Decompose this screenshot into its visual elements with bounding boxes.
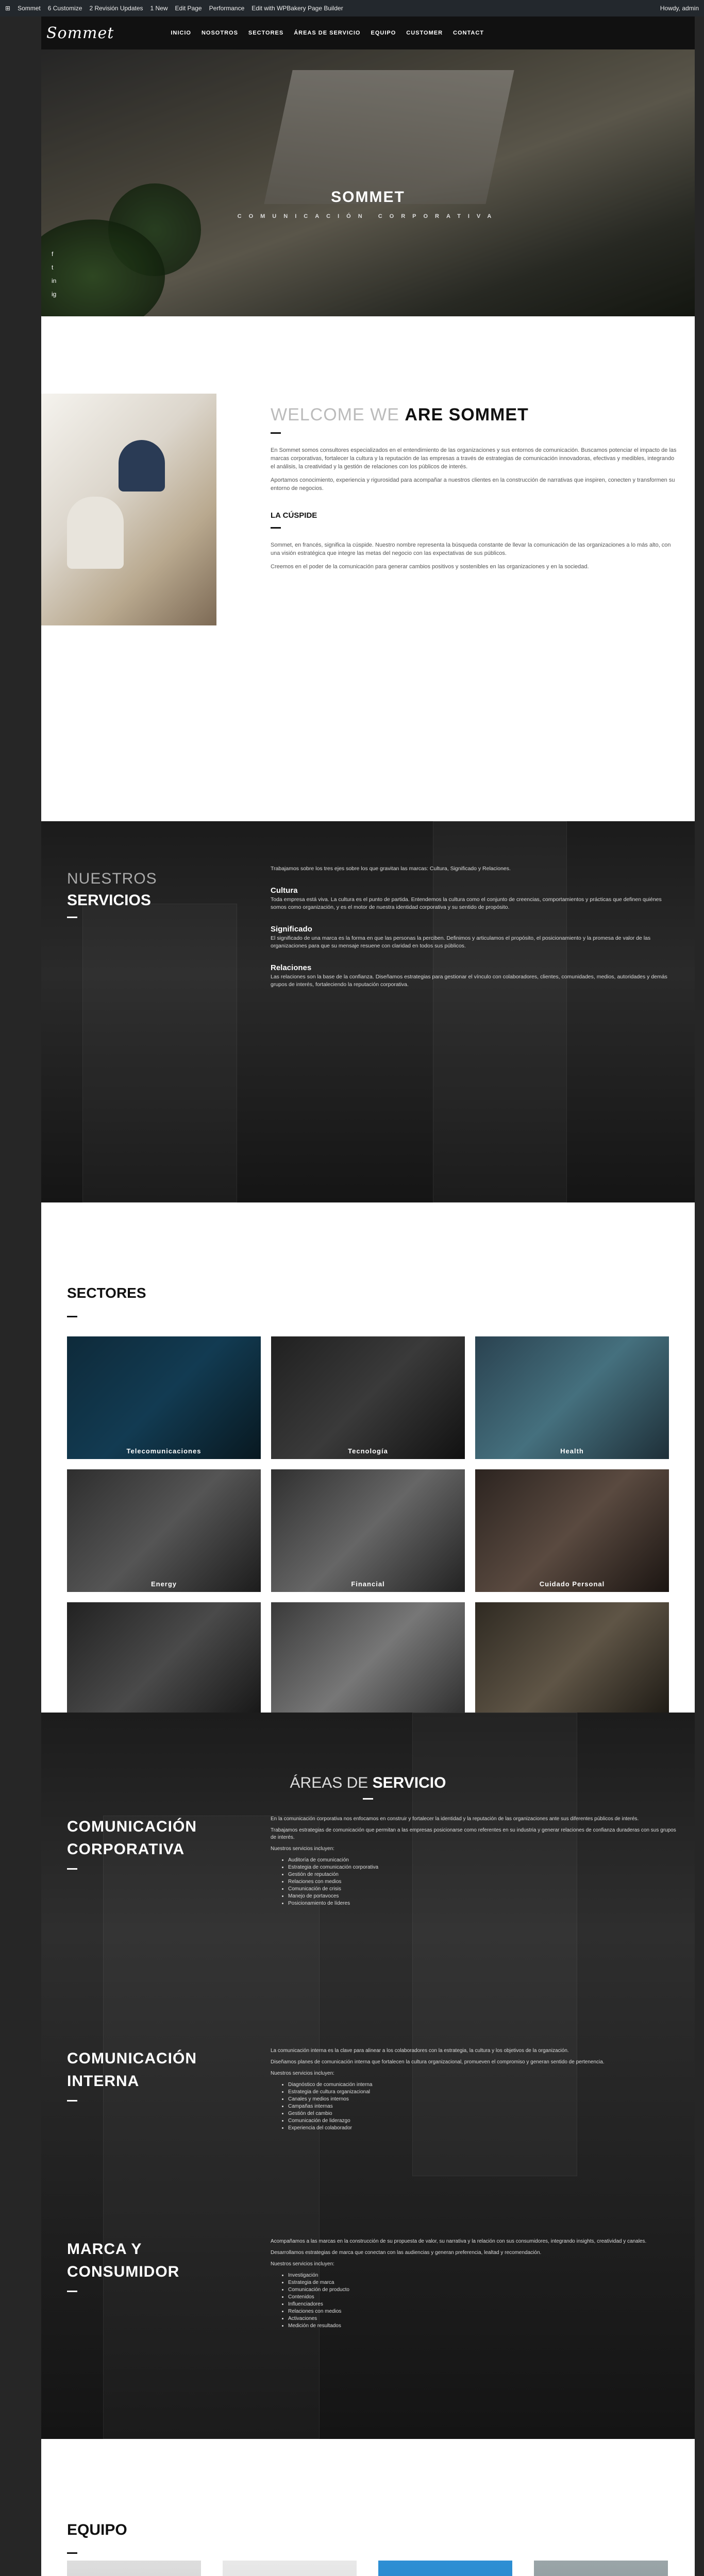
list-item: • Gestión del cambio — [288, 2110, 678, 2117]
welcome-title — [271, 405, 678, 425]
area-list — [288, 1857, 678, 1907]
divider — [67, 2552, 77, 2554]
admin-bar — [0, 0, 704, 16]
hero-title: SOMMET — [331, 189, 405, 206]
list-item: • Medición de resultados — [288, 2323, 678, 2330]
list-item: • Gestión de reputación — [288, 1871, 678, 1878]
cuspide-title: LA CÚSPIDE — [271, 511, 317, 520]
sector-tile[interactable] — [67, 1336, 261, 1459]
team-section — [41, 2439, 695, 2576]
bg-building — [82, 904, 237, 1202]
area-heading — [67, 1816, 197, 1882]
sector-tile[interactable] — [475, 1336, 669, 1459]
paragraph: Nuestros servicios incluyen: — [271, 2071, 334, 2076]
admin-bar-item[interactable]: 2 Revisión Updates — [89, 5, 143, 12]
sector-tile[interactable] — [67, 1602, 261, 1725]
list-item: • Relaciones con medios — [288, 1878, 678, 1886]
team-title: EQUIPO — [67, 2521, 127, 2538]
sector-tile[interactable] — [271, 1469, 465, 1592]
list-item: • Manejo de portavoces — [288, 1893, 678, 1900]
list-item: • Auditoría de comunicación — [288, 1857, 678, 1864]
sector-label: Financial — [351, 1580, 385, 1588]
team-member[interactable] — [378, 2561, 512, 2576]
area-text — [271, 2238, 678, 2334]
team-member[interactable] — [534, 2561, 668, 2576]
paragraph: Diseñamos planes de comunicación interna que fortalecen la cultura organizacional, promueven el compromiso y generan sentido de pertenencia. — [271, 2059, 605, 2065]
paragraph: Aportamos conocimiento, experiencia y rigurosidad para acompañar a nuestros clientes en la construcción de narrativas que inspiren, conecten y transformen su entorno de negocios. — [271, 477, 675, 492]
area-title-line: CORPORATIVA — [67, 1841, 185, 1858]
list-item: • Influenciadores — [288, 2301, 678, 2308]
divider — [67, 2291, 77, 2292]
page — [41, 0, 695, 2576]
list-item: • Comunicación de liderazgo — [288, 2117, 678, 2125]
person-image — [119, 440, 165, 492]
area-title-line: COMUNICACIÓN — [67, 1818, 197, 1835]
area-heading — [67, 2238, 179, 2304]
list-item: • Estrategia de marca — [288, 2279, 678, 2286]
meeting-image — [41, 394, 216, 625]
list-item: • Comunicación de producto — [288, 2286, 678, 2294]
admin-bar-item[interactable]: Performance — [209, 5, 245, 12]
nav-item[interactable]: CONTACT — [453, 30, 484, 36]
admin-bar-item[interactable]: ⊞ — [5, 5, 11, 12]
sector-label: Energy — [150, 1580, 177, 1588]
services-text — [271, 865, 678, 992]
area-text — [271, 1816, 678, 1911]
hero-subtitle: COMUNICACIÓN CORPORATIVA — [237, 213, 499, 219]
hero-overlay — [41, 49, 695, 316]
services-section — [41, 821, 695, 1202]
area-text — [271, 2047, 678, 2136]
person-image — [67, 497, 124, 569]
admin-bar-item[interactable]: Sommet — [18, 5, 41, 12]
sector-tile[interactable] — [271, 1336, 465, 1459]
team-photo — [223, 2561, 357, 2576]
list-item: • Activaciones — [288, 2315, 678, 2323]
paragraph: En la comunicación corporativa nos enfocamos en construir y fortalecer la identidad y la reputación de las organizaciones ante sus diferentes públicos de interés. — [271, 1816, 639, 1822]
list-item: • Contenidos — [288, 2294, 678, 2301]
sector-tile[interactable] — [67, 1469, 261, 1592]
facebook-icon[interactable]: f — [52, 250, 54, 258]
area-title-line: INTERNA — [67, 2073, 140, 2090]
welcome-title-bold: ARE SOMMET — [405, 405, 529, 425]
welcome-text — [271, 405, 678, 576]
nav-item[interactable]: INICIO — [171, 30, 191, 36]
service-areas-section — [41, 1713, 695, 2439]
sector-label: Telecomunicaciones — [126, 1447, 202, 1455]
area-title-line: CONSUMIDOR — [67, 2263, 180, 2280]
divider — [67, 917, 77, 918]
nav-item[interactable]: NOSOTROS — [201, 30, 238, 36]
admin-bar-item[interactable]: 1 New — [150, 5, 168, 12]
nav-item[interactable]: ÁREAS DE SERVICIO — [294, 30, 361, 36]
welcome-title-light: WELCOME WE — [271, 405, 405, 425]
nav-item[interactable]: SECTORES — [248, 30, 284, 36]
admin-bar-item[interactable]: Edit with WPBakery Page Builder — [252, 5, 343, 12]
list-item: • Estrategia de comunicación corporativa — [288, 1864, 678, 1871]
areas-title-light: ÁREAS DE — [290, 1774, 373, 1791]
hero — [41, 49, 695, 316]
divider — [363, 1798, 373, 1800]
paragraph: Acompañamos a las marcas en la construcción de su propuesta de valor, su narrativa y la relación con sus consumidores, integrando insights, creatividad y canales. — [271, 2239, 647, 2244]
twitter-icon[interactable]: t — [52, 264, 54, 271]
divider — [271, 432, 281, 434]
paragraph: La comunicación interna es la clave para alinear a los colaboradores con la estrategia, la cultura y los objetivos de la organización. — [271, 2048, 569, 2054]
team-photo — [67, 2561, 201, 2576]
welcome-section — [41, 316, 695, 821]
team-photo — [378, 2561, 512, 2576]
list-item: • Diagnóstico de comunicación interna — [288, 2081, 678, 2089]
instagram-icon[interactable]: ig — [52, 291, 57, 298]
list-item: • Campañas internas — [288, 2103, 678, 2110]
list-item: • Relaciones con medios — [288, 2308, 678, 2315]
list-item: • Experiencia del colaborador — [288, 2125, 678, 2132]
cultura-title: Cultura — [271, 886, 298, 895]
nav-item[interactable]: EQUIPO — [371, 30, 396, 36]
divider — [67, 2100, 77, 2102]
sector-label: Health — [560, 1447, 584, 1455]
paragraph: El significado de una marca es la forma en que las personas la perciben. Definimos y articulamos el propósito, el posicionamiento y la promesa de valor de las organizaciones para que su mensaje resuene con claridad en todos sus públicos. — [271, 935, 651, 949]
paragraph: En Sommet somos consultores especializados en el entendimiento de las organizaciones y sus entornos de comunicación. Buscamos potenciar el impacto de las marcas corporativas, fortalecer la cultura y la reputación de las empresas a través de estrategias de comunicación innovadoras, efectivas y medibles, integrando el análisis, la creatividad y la gestión de relaciones con los públicos de interés. — [271, 447, 677, 470]
divider — [67, 1316, 77, 1317]
list-item: • Estrategia de cultura organizacional — [288, 2089, 678, 2096]
nav-item[interactable]: CUSTOMER — [406, 30, 443, 36]
paragraph: Toda empresa está viva. La cultura es el punto de partida. Entendemos la cultura como el conjunto de creencias, comportamientos y prácticas que definen quiénes somos como organización, y es el motor de nuestra identidad corporativa y su sentido de propósito. — [271, 896, 662, 910]
paragraph: Trabajamos sobre los tres ejes sobre los que gravitan las marcas: Cultura, Significado y Relaciones. — [271, 866, 511, 872]
sectors-section — [41, 1202, 695, 1713]
team-member[interactable] — [223, 2561, 357, 2576]
services-heading — [67, 870, 157, 930]
paragraph: Trabajamos estrategias de comunicación que permitan a las empresas posicionarse como referentes en su industria y generar relaciones de confianza duraderas con sus grupos de interés. — [271, 1827, 676, 1840]
list-item: • Canales y medios internos — [288, 2096, 678, 2103]
area-list — [288, 2081, 678, 2132]
relaciones-title: Relaciones — [271, 963, 312, 972]
divider — [271, 527, 281, 529]
list-item: • Investigación — [288, 2272, 678, 2279]
paragraph: Nuestros servicios incluyen: — [271, 1846, 334, 1852]
area-title-line: COMUNICACIÓN — [67, 2050, 197, 2067]
team-photo — [534, 2561, 668, 2576]
admin-bar-item[interactable]: 6 Customize — [47, 5, 82, 12]
services-heading-bold: SERVICIOS — [67, 892, 151, 909]
sector-tile[interactable] — [475, 1469, 669, 1592]
menu — [171, 30, 484, 36]
logo[interactable]: Sommet — [46, 24, 114, 42]
sectors-title: SECTORES — [67, 1285, 146, 1301]
paragraph: Sommet, en francés, significa la cúspide. Nuestro nombre representa la búsqueda constante de llevar la comunicación de las organizaciones a lo más alto, con una visión estratégica que integre las metas del negocio con las expectativas de sus públicos. — [271, 542, 671, 556]
list-item: • Posicionamiento de líderes — [288, 1900, 678, 1907]
paragraph: Creemos en el poder de la comunicación para generar cambios positivos y sostenibles en las organizaciones y en la sociedad. — [271, 564, 589, 570]
sector-tile[interactable] — [475, 1602, 669, 1725]
areas-title — [41, 1774, 695, 1792]
area-heading — [67, 2047, 197, 2114]
social-links — [52, 250, 56, 298]
paragraph: Nuestros servicios incluyen: — [271, 2261, 334, 2267]
main-nav — [41, 16, 695, 49]
sector-label: Cuidado Personal — [539, 1580, 605, 1588]
admin-greeting[interactable]: Howdy, admin — [660, 5, 699, 12]
sector-label: Tecnología — [348, 1447, 388, 1455]
paragraph: Desarrollamos estrategias de marca que conectan con las audiencias y generan preferencia, lealtad y recomendación. — [271, 2250, 542, 2256]
linkedin-icon[interactable]: in — [52, 277, 57, 284]
team-member[interactable] — [67, 2561, 201, 2576]
areas-title-bold: SERVICIO — [372, 1774, 446, 1791]
services-heading-light: NUESTROS — [67, 870, 157, 887]
significado-title: Significado — [271, 925, 312, 934]
area-title-line: MARCA Y — [67, 2241, 142, 2258]
list-item: • Comunicación de crisis — [288, 1886, 678, 1893]
sector-tile[interactable] — [271, 1602, 465, 1725]
area-list — [288, 2272, 678, 2330]
divider — [67, 1868, 77, 1870]
paragraph: Las relaciones son la base de la confianza. Diseñamos estrategias para gestionar el vínculo con colaboradores, clientes, comunidades, medios, autoridades y demás grupos de interés, fortaleciendo la reputación corporativa. — [271, 974, 667, 988]
admin-bar-item[interactable]: Edit Page — [175, 5, 202, 12]
